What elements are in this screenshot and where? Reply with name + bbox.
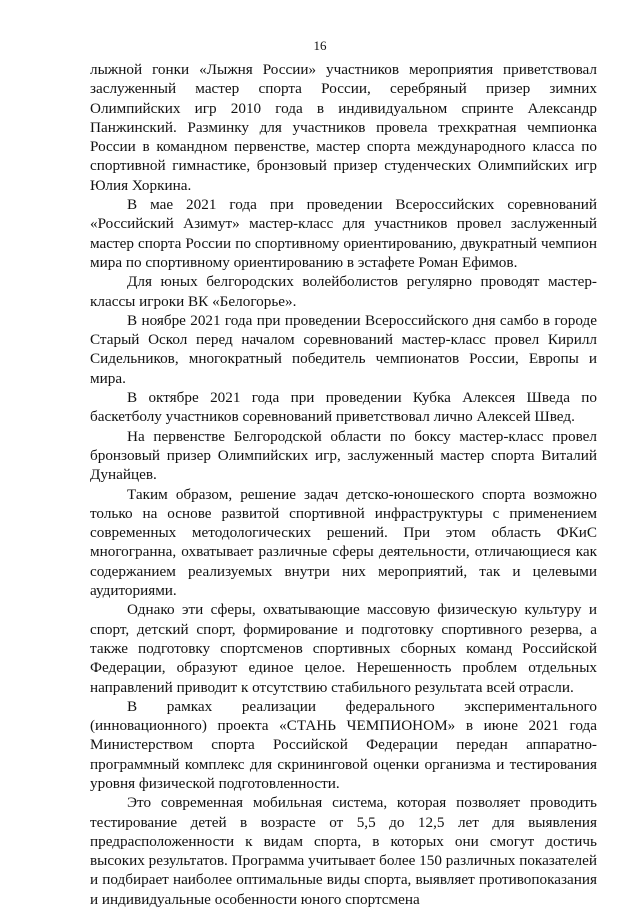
paragraph-volleyball: Для юных белгородских волейболистов регулярно проводят мастер-классы игроки ВК «Белогорье». [90, 273, 597, 310]
paragraph-azimut: В мае 2021 года при проведении Всероссийских соревнований «Российский Азимут» мастер-класс для участников провел заслуженный мастер спорта России по спортивному ориентированию, двукратный чемпион мира по спортивному ориентированию в эстафете Роман Ефимов. [90, 196, 597, 271]
paragraph-mobile-system: Это современная мобильная система, которая позволяет проводить тестирование детей в возрасте от 5,5 до 12,5 лет для выявления предрасположенности к видам спорта, в которых они смогут достичь высоких результатов. Программа учитывает более 150 различных показателей и подбирает наиболее оптимальные виды спорта, выявляет противопоказания и индивидуальные особенности юного спортсмена [90, 794, 597, 908]
body-text [90, 60, 597, 909]
paragraph-conclusion: Таким образом, решение задач детско-юношеского спорта возможно только на основе развитой спортивной инфраструктуры с применением современных методологических решений. При этом область ФКиС многогранна, охватывает различные сферы деятельности, отличающиеся как содержанием реализуемых внутри них мероприятий, так и целевыми аудиториями. [90, 485, 597, 600]
paragraph-spheres: Однако эти сферы, охватывающие массовую физическую культуру и спорт, детский спорт, формирование и подготовку спортивного резерва, а также подготовку спортсменов спортивных сборных команд Российской Федерации, образуют единое целое. Нерешенность проблем отдельных направлений приводит к отсутствию стабильного результата всей отрасли. [90, 601, 597, 696]
paragraph-continued: лыжной гонки «Лыжня России» участников мероприятия приветствовал заслуженный мастер спорта России, серебряный призер зимних Олимпийских игр 2010 года в индивидуальном спринте Александр Панжинский. Разминку для участников провела трехкратная чемпионка России в командном первенстве, мастер спорта международного класса по спортивной гимнастике, бронзовый призер студенческих Олимпийских игр Юлия Хоркина. [90, 61, 597, 194]
paragraph-boxing: На первенстве Белгородской области по боксу мастер-класс провел бронзовый призер Олимпийских игр, заслуженный мастер спорта Виталий Дунайцев. [90, 427, 597, 484]
paragraph-project: В рамках реализации федерального экспериментального (инновационного) проекта «СТАНЬ ЧЕМПИОНОМ» в июне 2021 года Министерством спорта Российской Федерации передан аппаратно-программный комплекс для скрининговой оценки организма и тестирования уровня физической подготовленности. [90, 697, 597, 792]
paragraph-basketball: В октябре 2021 года при проведении Кубка Алексея Шведа по баскетболу участников соревнований приветствовал лично Алексей Швед. [90, 389, 597, 426]
paragraph-sambo: В ноябре 2021 года при проведении Всероссийского дня самбо в городе Старый Оскол перед началом соревнований мастер-класс провел Кирилл Сидельников, многократный победитель чемпионатов России, Европы и мира. [90, 311, 597, 387]
page-number: 16 [313, 38, 327, 53]
